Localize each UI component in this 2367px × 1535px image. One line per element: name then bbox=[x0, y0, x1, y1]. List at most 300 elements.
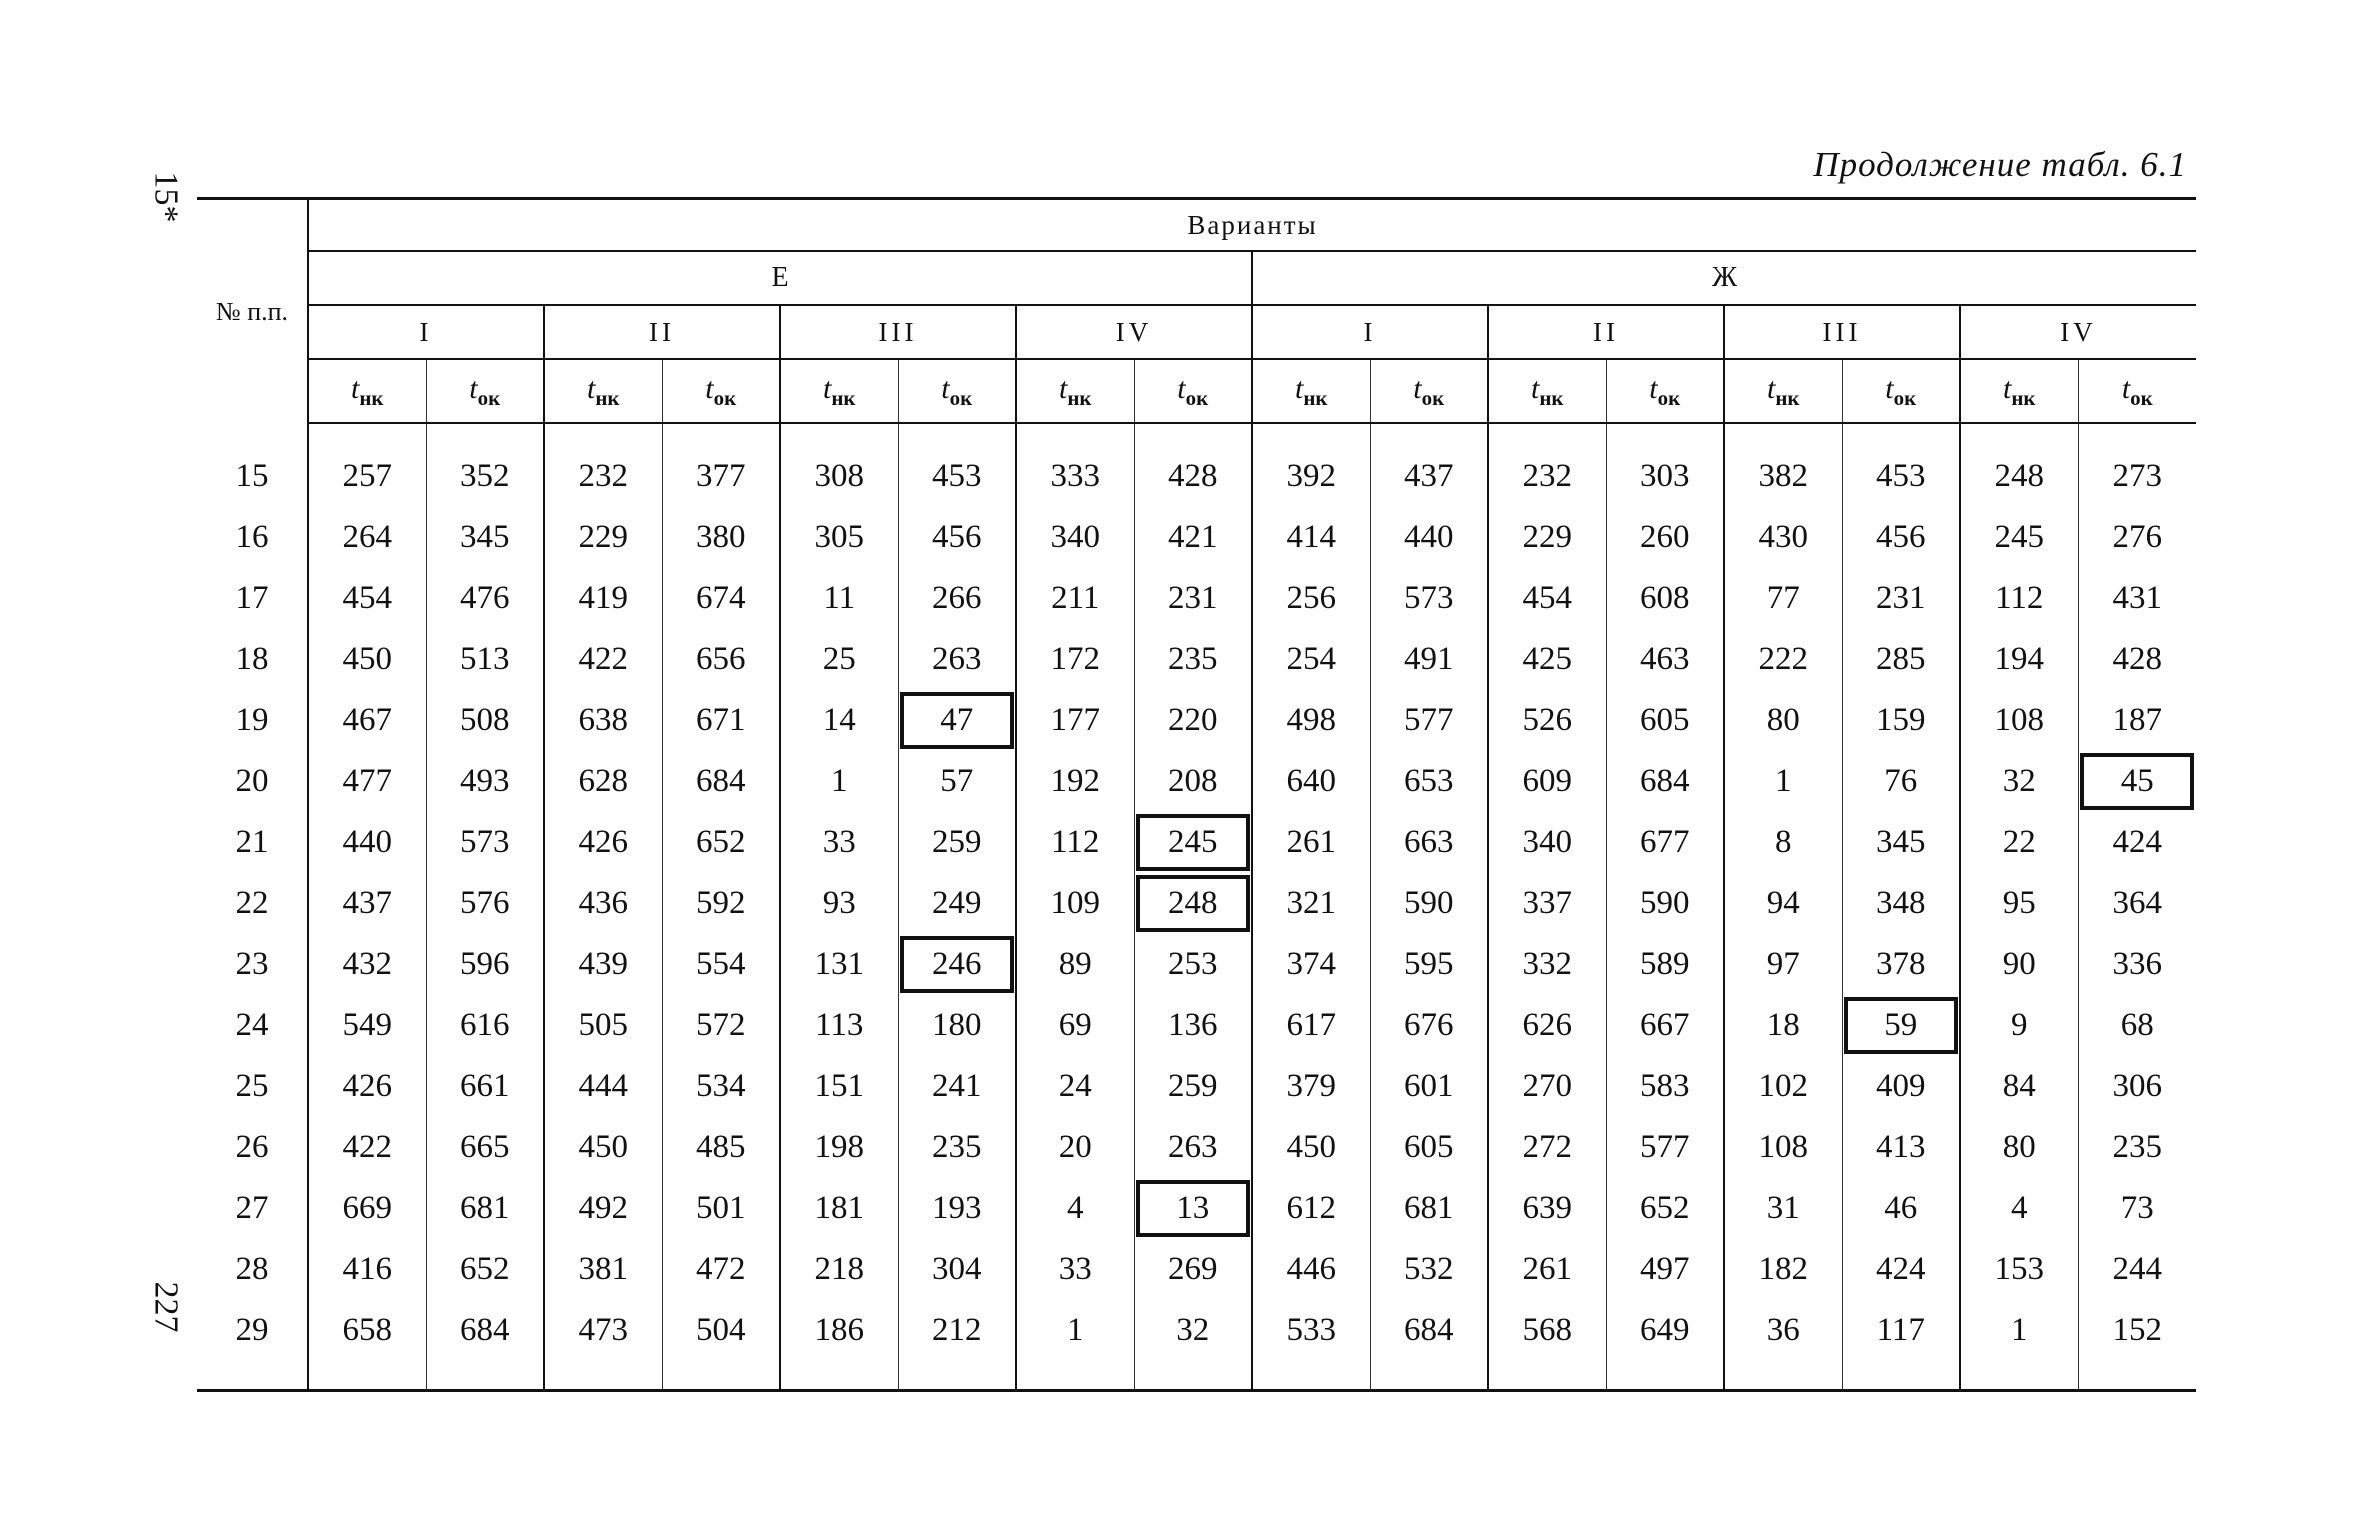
cell-t-ok: 652 bbox=[662, 812, 780, 873]
table-row bbox=[197, 1300, 2196, 1389]
cell-t-ok: 47 bbox=[898, 690, 1016, 751]
table-row bbox=[197, 873, 2196, 934]
subgroup-header: IV bbox=[1016, 305, 1252, 359]
cell-t-ok: 684 bbox=[1606, 751, 1724, 812]
table-row bbox=[197, 568, 2196, 629]
cell-t-ok: 263 bbox=[898, 629, 1016, 690]
cell-t-ok: 46 bbox=[1842, 1178, 1960, 1239]
cell-t-ok: 456 bbox=[1842, 507, 1960, 568]
cell-t-nk: 450 bbox=[544, 1117, 662, 1178]
cell-t-nk: 416 bbox=[342, 1251, 392, 1287]
cell-t-nk: 444 bbox=[544, 1056, 662, 1117]
cell-t-ok: 684 bbox=[1370, 1300, 1488, 1389]
cell-t-nk: 454 bbox=[342, 580, 392, 616]
symbol-subscript: ок bbox=[2130, 385, 2153, 410]
cell-t-nk: 425 bbox=[1488, 629, 1606, 690]
symbol-t: t bbox=[469, 371, 478, 405]
table-row bbox=[197, 934, 2196, 995]
cell-t-ok: 665 bbox=[426, 1117, 544, 1178]
cell-t-ok: 306 bbox=[2078, 1056, 2196, 1117]
symbol-subscript: ок bbox=[713, 385, 737, 410]
symbol-t: t bbox=[705, 371, 714, 405]
cell-t-nk: 1 bbox=[1960, 1300, 2078, 1389]
symbol-subscript: нк bbox=[359, 385, 384, 410]
cell-t-nk: 93 bbox=[780, 873, 898, 934]
col-header-t-ok bbox=[1370, 359, 1488, 423]
table-row bbox=[197, 690, 2196, 751]
cell-t-nk: 97 bbox=[1724, 934, 1842, 995]
symbol-t: t bbox=[1058, 371, 1068, 405]
cell-t-ok: 601 bbox=[1370, 1056, 1488, 1117]
col-header-t-nk bbox=[1016, 359, 1134, 423]
cell-t-nk: 90 bbox=[1960, 934, 2078, 995]
table-body bbox=[197, 423, 2196, 1389]
symbol-subscript: нк bbox=[1067, 385, 1092, 410]
cell-t-nk: 192 bbox=[1016, 751, 1134, 812]
cell-t-ok: 276 bbox=[2078, 507, 2196, 568]
row-number-header: № п.п. bbox=[197, 200, 308, 423]
cell-t-nk: 186 bbox=[780, 1300, 898, 1389]
symbol-subscript: ок bbox=[477, 385, 501, 410]
cell-t-ok: 248 bbox=[1134, 873, 1252, 934]
cell-t-ok: 273 bbox=[2078, 423, 2196, 507]
cell-t-ok: 684 bbox=[426, 1300, 544, 1389]
cell-t-nk: 256 bbox=[1252, 568, 1370, 629]
cell-t-ok: 608 bbox=[1606, 568, 1724, 629]
symbol-t: t bbox=[1177, 371, 1186, 405]
cell-t-nk: 80 bbox=[1724, 690, 1842, 751]
symbol-t: t bbox=[2002, 371, 2012, 405]
cell-t-ok: 497 bbox=[1606, 1239, 1724, 1300]
cell-t-nk: 414 bbox=[1252, 507, 1370, 568]
cell-t-ok: 266 bbox=[898, 568, 1016, 629]
cell-t-ok: 263 bbox=[1134, 1117, 1252, 1178]
cell-t-ok: 424 bbox=[1842, 1239, 1960, 1300]
cell-t-ok: 13 bbox=[1134, 1178, 1252, 1239]
cell-t-ok: 596 bbox=[426, 934, 544, 995]
cell-t-ok: 501 bbox=[662, 1178, 780, 1239]
cell-t-ok: 463 bbox=[1606, 629, 1724, 690]
cell-t-nk: 80 bbox=[1960, 1117, 2078, 1178]
cell-t-nk: 436 bbox=[544, 873, 662, 934]
subgroup-header: IV bbox=[1960, 305, 2196, 359]
table-row bbox=[197, 995, 2196, 1056]
cell-t-nk: 612 bbox=[1252, 1178, 1370, 1239]
cell-t-ok: 493 bbox=[426, 751, 544, 812]
symbol-subscript: нк bbox=[831, 385, 856, 410]
symbol-t: t bbox=[941, 371, 950, 405]
subgroup-header: II bbox=[544, 305, 780, 359]
col-header-t-ok bbox=[1842, 359, 1960, 423]
col-header-t-ok bbox=[1134, 359, 1252, 423]
cell-t-ok: 431 bbox=[2078, 568, 2196, 629]
cell-t-nk: 332 bbox=[1488, 934, 1606, 995]
cell-t-nk: 658 bbox=[342, 1312, 392, 1348]
row-number: 28 bbox=[197, 1239, 308, 1300]
symbol-t: t bbox=[1413, 371, 1422, 405]
col-header-t-nk bbox=[780, 359, 898, 423]
table-row bbox=[197, 507, 2196, 568]
cell-t-nk: 31 bbox=[1724, 1178, 1842, 1239]
cell-t-nk: 108 bbox=[1960, 690, 2078, 751]
cell-t-ok: 244 bbox=[2078, 1239, 2196, 1300]
cell-t-nk: 18 bbox=[1724, 995, 1842, 1056]
cell-t-ok: 476 bbox=[426, 568, 544, 629]
cell-t-ok: 68 bbox=[2078, 995, 2196, 1056]
cell-t-ok: 577 bbox=[1606, 1117, 1724, 1178]
cell-t-ok: 583 bbox=[1606, 1056, 1724, 1117]
cell-t-nk: 89 bbox=[1016, 934, 1134, 995]
cell-t-ok: 605 bbox=[1370, 1117, 1488, 1178]
cell-t-nk: 609 bbox=[1488, 751, 1606, 812]
cell-t-nk: 172 bbox=[1016, 629, 1134, 690]
symbol-subscript: ок bbox=[1421, 385, 1445, 410]
cell-t-ok: 413 bbox=[1842, 1117, 1960, 1178]
row-number: 20 bbox=[197, 751, 308, 812]
cell-t-ok: 421 bbox=[1134, 507, 1252, 568]
cell-t-nk: 4 bbox=[1960, 1178, 2078, 1239]
cell-t-nk: 264 bbox=[342, 519, 392, 555]
cell-t-nk: 11 bbox=[780, 568, 898, 629]
cell-t-nk: 112 bbox=[1016, 812, 1134, 873]
cell-t-nk: 533 bbox=[1252, 1300, 1370, 1389]
cell-t-nk: 669 bbox=[342, 1190, 392, 1226]
symbol-subscript: ок bbox=[1657, 385, 1681, 410]
cell-t-nk: 14 bbox=[780, 690, 898, 751]
cell-t-ok: 437 bbox=[1370, 423, 1488, 507]
symbol-t: t bbox=[1294, 371, 1304, 405]
cell-t-ok: 159 bbox=[1842, 690, 1960, 751]
cell-t-nk: 340 bbox=[1488, 812, 1606, 873]
cell-t-nk: 430 bbox=[1724, 507, 1842, 568]
cell-t-nk: 626 bbox=[1488, 995, 1606, 1056]
cell-t-ok: 220 bbox=[1134, 690, 1252, 751]
row-number: 18 bbox=[197, 629, 308, 690]
variants-table-frame bbox=[197, 197, 2196, 1392]
cell-t-nk: 218 bbox=[780, 1239, 898, 1300]
cell-t-nk: 439 bbox=[544, 934, 662, 995]
symbol-subscript: ок bbox=[1893, 385, 1917, 410]
cell-t-ok: 73 bbox=[2078, 1178, 2196, 1239]
table-row bbox=[197, 812, 2196, 873]
cell-t-nk: 321 bbox=[1252, 873, 1370, 934]
cell-t-ok: 616 bbox=[426, 995, 544, 1056]
col-header-t-nk bbox=[308, 359, 426, 423]
row-number: 22 bbox=[197, 873, 308, 934]
cell-t-nk: 232 bbox=[544, 423, 662, 507]
cell-t-ok: 378 bbox=[1842, 934, 1960, 995]
symbol-subscript: ок bbox=[1185, 385, 1209, 410]
row-number: 25 bbox=[197, 1056, 308, 1117]
col-header-t-ok bbox=[898, 359, 1016, 423]
cell-t-nk: 639 bbox=[1488, 1178, 1606, 1239]
col-header-t-nk bbox=[1724, 359, 1842, 423]
col-header-t-nk bbox=[1252, 359, 1370, 423]
col-header-t-ok bbox=[662, 359, 780, 423]
cell-t-ok: 187 bbox=[2078, 690, 2196, 751]
cell-t-ok: 235 bbox=[898, 1117, 1016, 1178]
row-number: 23 bbox=[197, 934, 308, 995]
cell-t-nk: 113 bbox=[780, 995, 898, 1056]
cell-t-nk: 498 bbox=[1252, 690, 1370, 751]
cell-t-ok: 649 bbox=[1606, 1300, 1724, 1389]
cell-t-nk: 426 bbox=[544, 812, 662, 873]
cell-t-nk: 261 bbox=[1488, 1239, 1606, 1300]
cell-t-nk: 272 bbox=[1488, 1117, 1606, 1178]
table-row bbox=[197, 1117, 2196, 1178]
cell-t-nk: 232 bbox=[1488, 423, 1606, 507]
cell-t-nk: 454 bbox=[1488, 568, 1606, 629]
cell-t-ok: 348 bbox=[1842, 873, 1960, 934]
symbol-t: t bbox=[1530, 371, 1540, 405]
cell-t-ok: 456 bbox=[898, 507, 1016, 568]
symbol-subscript: ок bbox=[949, 385, 973, 410]
cell-t-nk: 254 bbox=[1252, 629, 1370, 690]
cell-t-ok: 656 bbox=[662, 629, 780, 690]
cell-t-ok: 241 bbox=[898, 1056, 1016, 1117]
cell-t-ok: 453 bbox=[898, 423, 1016, 507]
cell-t-ok: 345 bbox=[426, 507, 544, 568]
col-header-t-ok bbox=[1606, 359, 1724, 423]
cell-t-ok: 231 bbox=[1134, 568, 1252, 629]
cell-t-ok: 652 bbox=[1606, 1178, 1724, 1239]
cell-t-nk: 131 bbox=[780, 934, 898, 995]
symbol-t: t bbox=[350, 371, 360, 405]
cell-t-ok: 590 bbox=[1370, 873, 1488, 934]
cell-t-ok: 246 bbox=[898, 934, 1016, 995]
row-number: 16 bbox=[197, 507, 308, 568]
cell-t-nk: 568 bbox=[1488, 1300, 1606, 1389]
cell-t-ok: 57 bbox=[898, 751, 1016, 812]
cell-t-nk: 94 bbox=[1724, 873, 1842, 934]
cell-t-nk: 22 bbox=[1960, 812, 2078, 873]
subgroup-header: I bbox=[1252, 305, 1488, 359]
cell-t-ok: 152 bbox=[2078, 1300, 2196, 1389]
cell-t-nk: 305 bbox=[780, 507, 898, 568]
cell-t-nk: 440 bbox=[342, 824, 392, 860]
cell-t-nk: 4 bbox=[1016, 1178, 1134, 1239]
cell-t-nk: 426 bbox=[342, 1068, 392, 1104]
cell-t-ok: 59 bbox=[1842, 995, 1960, 1056]
cell-t-nk: 32 bbox=[1960, 751, 2078, 812]
col-header-t-nk bbox=[544, 359, 662, 423]
cell-t-ok: 235 bbox=[2078, 1117, 2196, 1178]
table-row bbox=[197, 751, 2196, 812]
cell-t-ok: 424 bbox=[2078, 812, 2196, 873]
cell-t-nk: 25 bbox=[780, 629, 898, 690]
margin-page-mark: 15* bbox=[147, 171, 185, 223]
cell-t-nk: 432 bbox=[342, 946, 392, 982]
cell-t-nk: 549 bbox=[342, 1007, 392, 1043]
cell-t-ok: 573 bbox=[426, 812, 544, 873]
cell-t-nk: 450 bbox=[342, 641, 392, 677]
cell-t-nk: 24 bbox=[1016, 1056, 1134, 1117]
group-header-e: Е bbox=[308, 251, 1252, 305]
row-number: 19 bbox=[197, 690, 308, 751]
cell-t-nk: 69 bbox=[1016, 995, 1134, 1056]
cell-t-nk: 628 bbox=[544, 751, 662, 812]
cell-t-ok: 364 bbox=[2078, 873, 2196, 934]
cell-t-nk: 229 bbox=[1488, 507, 1606, 568]
cell-t-nk: 211 bbox=[1016, 568, 1134, 629]
cell-t-nk: 181 bbox=[780, 1178, 898, 1239]
subgroup-header: III bbox=[1724, 305, 1960, 359]
symbol-t: t bbox=[822, 371, 832, 405]
cell-t-nk: 1 bbox=[780, 751, 898, 812]
row-number: 17 bbox=[197, 568, 308, 629]
cell-t-ok: 440 bbox=[1370, 507, 1488, 568]
cell-t-nk: 261 bbox=[1252, 812, 1370, 873]
cell-t-ok: 380 bbox=[662, 507, 780, 568]
cell-t-ok: 592 bbox=[662, 873, 780, 934]
variants-header: Варианты bbox=[308, 200, 2196, 251]
cell-t-nk: 84 bbox=[1960, 1056, 2078, 1117]
cell-t-ok: 303 bbox=[1606, 423, 1724, 507]
cell-t-ok: 653 bbox=[1370, 751, 1488, 812]
cell-t-nk: 9 bbox=[1960, 995, 2078, 1056]
col-header-t-nk bbox=[1960, 359, 2078, 423]
cell-t-nk: 381 bbox=[544, 1239, 662, 1300]
cell-t-nk: 95 bbox=[1960, 873, 2078, 934]
symbol-subscript: нк bbox=[1775, 385, 1800, 410]
cell-t-ok: 676 bbox=[1370, 995, 1488, 1056]
cell-t-nk: 640 bbox=[1252, 751, 1370, 812]
cell-t-nk: 182 bbox=[1724, 1239, 1842, 1300]
row-number: 21 bbox=[197, 812, 308, 873]
symbol-subscript: нк bbox=[595, 385, 620, 410]
cell-t-ok: 352 bbox=[426, 423, 544, 507]
cell-t-ok: 377 bbox=[662, 423, 780, 507]
cell-t-ok: 661 bbox=[426, 1056, 544, 1117]
cell-t-nk: 194 bbox=[1960, 629, 2078, 690]
cell-t-ok: 684 bbox=[662, 751, 780, 812]
cell-t-ok: 249 bbox=[898, 873, 1016, 934]
cell-t-nk: 33 bbox=[780, 812, 898, 873]
cell-t-nk: 617 bbox=[1252, 995, 1370, 1056]
cell-t-ok: 245 bbox=[1134, 812, 1252, 873]
symbol-t: t bbox=[1649, 371, 1658, 405]
cell-t-ok: 304 bbox=[898, 1239, 1016, 1300]
cell-t-nk: 222 bbox=[1724, 629, 1842, 690]
row-number: 15 bbox=[197, 423, 308, 507]
cell-t-nk: 33 bbox=[1016, 1239, 1134, 1300]
cell-t-nk: 108 bbox=[1724, 1117, 1842, 1178]
row-number: 27 bbox=[197, 1178, 308, 1239]
cell-t-nk: 102 bbox=[1724, 1056, 1842, 1117]
symbol-t: t bbox=[1766, 371, 1776, 405]
cell-t-ok: 576 bbox=[426, 873, 544, 934]
cell-t-nk: 446 bbox=[1252, 1239, 1370, 1300]
cell-t-ok: 513 bbox=[426, 629, 544, 690]
cell-t-ok: 76 bbox=[1842, 751, 1960, 812]
cell-t-nk: 257 bbox=[342, 458, 392, 494]
cell-t-nk: 77 bbox=[1724, 568, 1842, 629]
cell-t-ok: 336 bbox=[2078, 934, 2196, 995]
cell-t-ok: 681 bbox=[1370, 1178, 1488, 1239]
cell-t-ok: 532 bbox=[1370, 1239, 1488, 1300]
cell-t-nk: 419 bbox=[544, 568, 662, 629]
cell-t-ok: 572 bbox=[662, 995, 780, 1056]
cell-t-ok: 504 bbox=[662, 1300, 780, 1389]
cell-t-ok: 667 bbox=[1606, 995, 1724, 1056]
table-row bbox=[197, 1056, 2196, 1117]
cell-t-nk: 382 bbox=[1724, 423, 1842, 507]
symbol-t: t bbox=[1885, 371, 1894, 405]
cell-t-nk: 467 bbox=[342, 702, 392, 738]
cell-t-ok: 259 bbox=[898, 812, 1016, 873]
cell-t-ok: 590 bbox=[1606, 873, 1724, 934]
cell-t-ok: 485 bbox=[662, 1117, 780, 1178]
table-row bbox=[197, 629, 2196, 690]
cell-t-ok: 491 bbox=[1370, 629, 1488, 690]
col-header-t-nk bbox=[1488, 359, 1606, 423]
subgroup-header: I bbox=[308, 305, 544, 359]
cell-t-nk: 340 bbox=[1016, 507, 1134, 568]
cell-t-ok: 235 bbox=[1134, 629, 1252, 690]
cell-t-ok: 285 bbox=[1842, 629, 1960, 690]
cell-t-ok: 472 bbox=[662, 1239, 780, 1300]
cell-t-nk: 109 bbox=[1016, 873, 1134, 934]
cell-t-nk: 229 bbox=[544, 507, 662, 568]
cell-t-ok: 45 bbox=[2078, 751, 2196, 812]
cell-t-nk: 450 bbox=[1252, 1117, 1370, 1178]
subgroup-header: III bbox=[780, 305, 1016, 359]
cell-t-nk: 379 bbox=[1252, 1056, 1370, 1117]
cell-t-ok: 534 bbox=[662, 1056, 780, 1117]
col-header-t-ok bbox=[2078, 359, 2196, 423]
cell-t-nk: 374 bbox=[1252, 934, 1370, 995]
cell-t-nk: 477 bbox=[342, 763, 392, 799]
symbol-t: t bbox=[586, 371, 596, 405]
table-row bbox=[197, 1239, 2196, 1300]
cell-t-nk: 36 bbox=[1724, 1300, 1842, 1389]
cell-t-ok: 577 bbox=[1370, 690, 1488, 751]
table-row bbox=[197, 1178, 2196, 1239]
cell-t-nk: 526 bbox=[1488, 690, 1606, 751]
cell-t-nk: 8 bbox=[1724, 812, 1842, 873]
cell-t-ok: 589 bbox=[1606, 934, 1724, 995]
table-row bbox=[197, 423, 2196, 507]
row-number: 26 bbox=[197, 1117, 308, 1178]
page-number: 227 bbox=[147, 1281, 185, 1333]
cell-t-ok: 32 bbox=[1134, 1300, 1252, 1389]
cell-t-ok: 652 bbox=[426, 1239, 544, 1300]
cell-t-ok: 212 bbox=[898, 1300, 1016, 1389]
cell-t-ok: 259 bbox=[1134, 1056, 1252, 1117]
cell-t-ok: 605 bbox=[1606, 690, 1724, 751]
cell-t-ok: 428 bbox=[2078, 629, 2196, 690]
cell-t-nk: 177 bbox=[1016, 690, 1134, 751]
cell-t-nk: 505 bbox=[544, 995, 662, 1056]
cell-t-nk: 308 bbox=[780, 423, 898, 507]
cell-t-nk: 151 bbox=[780, 1056, 898, 1117]
cell-t-nk: 1 bbox=[1724, 751, 1842, 812]
cell-t-ok: 193 bbox=[898, 1178, 1016, 1239]
cell-t-nk: 392 bbox=[1252, 423, 1370, 507]
cell-t-nk: 270 bbox=[1488, 1056, 1606, 1117]
row-number: 24 bbox=[197, 995, 308, 1056]
cell-t-ok: 508 bbox=[426, 690, 544, 751]
cell-t-ok: 671 bbox=[662, 690, 780, 751]
cell-t-ok: 208 bbox=[1134, 751, 1252, 812]
row-number: 29 bbox=[197, 1300, 308, 1389]
cell-t-nk: 437 bbox=[342, 885, 392, 921]
cell-t-ok: 453 bbox=[1842, 423, 1960, 507]
cell-t-ok: 428 bbox=[1134, 423, 1252, 507]
symbol-header-row bbox=[197, 359, 2196, 423]
cell-t-nk: 248 bbox=[1960, 423, 2078, 507]
cell-t-ok: 681 bbox=[426, 1178, 544, 1239]
